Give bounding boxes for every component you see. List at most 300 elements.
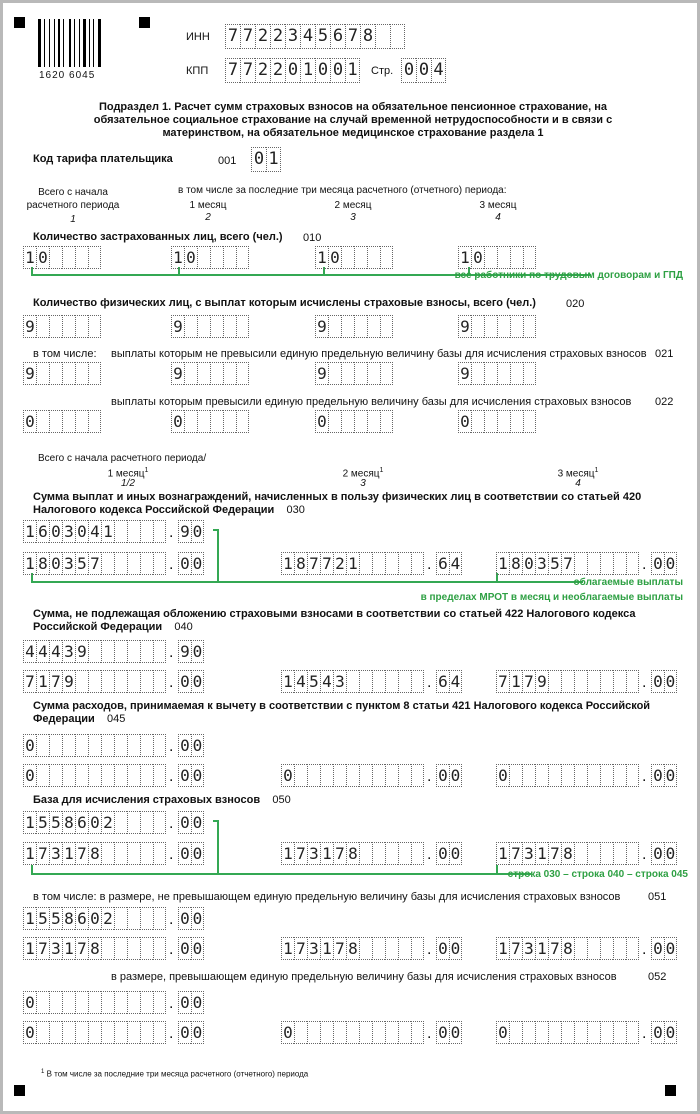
char-cell: 3 <box>307 937 320 960</box>
char-cell <box>75 315 88 338</box>
decimal-point: . <box>642 1025 647 1042</box>
char-cell <box>88 640 101 663</box>
char-cell: 4 <box>49 640 62 663</box>
corner-marker <box>665 1085 676 1096</box>
char-cell: 0 <box>665 844 676 863</box>
char-cell: 0 <box>416 58 431 83</box>
char-cell: 1 <box>300 58 315 83</box>
char-cell <box>153 937 166 960</box>
char-cell <box>36 410 49 433</box>
char-cell: 0 <box>665 1023 676 1042</box>
char-cell <box>385 764 398 787</box>
char-cell <box>411 842 424 865</box>
barcode-number: 1620 6045 <box>39 70 96 81</box>
amount-rub-field <box>496 764 639 787</box>
amount-rub-field <box>23 842 166 865</box>
amount-rub-field <box>281 552 424 575</box>
char-cell: 0 <box>651 670 664 693</box>
col2-m3-num: 4 <box>575 478 581 489</box>
char-cell <box>398 670 411 693</box>
char-cell <box>385 1021 398 1044</box>
char-cell <box>101 764 114 787</box>
char-cell: 7 <box>522 670 535 693</box>
amount-rub-field <box>496 842 639 865</box>
char-cell <box>140 937 153 960</box>
amount-kop-field <box>436 764 462 787</box>
char-cell <box>127 640 140 663</box>
char-cell: 0 <box>192 672 203 691</box>
page-label: Стр. <box>371 65 394 77</box>
char-cell <box>101 991 114 1014</box>
amount-rub-field <box>23 520 166 543</box>
char-cell <box>380 410 393 433</box>
char-cell <box>140 991 153 1014</box>
char-cell <box>88 362 101 385</box>
char-cell: 5 <box>307 670 320 693</box>
char-cell <box>367 362 380 385</box>
char-cell: 0 <box>436 842 449 865</box>
char-cell <box>153 1021 166 1044</box>
char-cell: 0 <box>281 764 294 787</box>
char-cell: 4 <box>300 24 315 49</box>
char-cell: 0 <box>665 939 676 958</box>
char-cell <box>484 315 497 338</box>
tariff-label: Код тарифа плательщика <box>33 153 173 165</box>
decimal-point: . <box>169 556 174 573</box>
char-cell <box>153 764 166 787</box>
tariff-field <box>251 147 281 172</box>
char-cell <box>509 1021 522 1044</box>
char-cell: 1 <box>281 937 294 960</box>
char-cell: 0 <box>171 410 184 433</box>
char-cell <box>62 246 75 269</box>
char-cell: 2 <box>333 552 346 575</box>
char-cell: 7 <box>23 670 36 693</box>
char-cell <box>328 315 341 338</box>
char-cell: 1 <box>345 58 360 83</box>
char-cell: 8 <box>88 937 101 960</box>
char-cell: 4 <box>431 58 446 83</box>
row-010-label: Количество застрахованных лиц, всего (чел.) <box>33 231 283 243</box>
tariff-code: 001 <box>218 155 237 167</box>
amount-kop-field <box>651 937 677 960</box>
char-cell <box>510 246 523 269</box>
char-cell <box>574 842 587 865</box>
amount-kop-field <box>436 670 462 693</box>
barcode-icon <box>38 19 102 67</box>
char-cell: 0 <box>178 937 191 960</box>
row-030-label: Сумма выплат и иных вознаграждений, начисленных в пользу физических лиц в соответствии со статьей 420 Налогового кодекса Российской Федерации 030 <box>33 491 642 516</box>
char-cell <box>574 1021 587 1044</box>
char-cell: 0 <box>651 764 664 787</box>
char-cell: 9 <box>315 315 328 338</box>
char-cell <box>88 246 101 269</box>
char-cell: 2 <box>270 58 285 83</box>
char-cell <box>484 410 497 433</box>
char-cell: 1 <box>62 937 75 960</box>
row-045-label: Сумма расходов, принимаемая к вычету в соответствии с пунктом 8 статьи 421 Налогового кодекса Российской Федерации 045 <box>33 700 651 725</box>
char-cell: 3 <box>62 640 75 663</box>
amount-kop-field <box>436 1021 462 1044</box>
amount-kop-field <box>178 907 204 930</box>
char-cell: 7 <box>509 937 522 960</box>
char-cell: 0 <box>178 1021 191 1044</box>
char-cell: 8 <box>561 937 574 960</box>
char-cell <box>75 410 88 433</box>
char-cell <box>140 764 153 787</box>
char-cell <box>140 842 153 865</box>
char-cell <box>385 842 398 865</box>
char-cell <box>548 764 561 787</box>
char-cell: 4 <box>450 554 461 573</box>
inn-field <box>225 24 405 49</box>
char-cell: 0 <box>192 554 203 573</box>
char-cell <box>307 1021 320 1044</box>
char-cell: 5 <box>36 907 49 930</box>
char-cell <box>88 670 101 693</box>
char-cell <box>600 1021 613 1044</box>
char-cell <box>153 640 166 663</box>
decimal-point: . <box>427 556 432 573</box>
char-cell: 2 <box>101 907 114 930</box>
col2-m2-header: 2 месяц$^1$ <box>342 467 384 480</box>
decimal-point: . <box>169 995 174 1012</box>
char-cell <box>587 764 600 787</box>
char-cell <box>49 991 62 1014</box>
char-cell <box>127 1021 140 1044</box>
char-cell <box>367 246 380 269</box>
char-cell <box>184 410 197 433</box>
char-cell <box>197 410 210 433</box>
char-cell <box>341 410 354 433</box>
char-cell <box>36 362 49 385</box>
char-cell <box>341 315 354 338</box>
decimal-point: . <box>169 674 174 691</box>
amount-kop-field <box>178 1021 204 1044</box>
char-cell: 4 <box>88 520 101 543</box>
decimal-point: . <box>427 768 432 785</box>
char-cell: 5 <box>548 552 561 575</box>
char-cell: 0 <box>471 246 484 269</box>
char-cell: 0 <box>23 410 36 433</box>
amount-kop-field <box>178 937 204 960</box>
kpp-label: КПП <box>186 65 209 77</box>
char-cell <box>341 246 354 269</box>
row-020-code: 020 <box>566 298 585 310</box>
char-cell <box>127 552 140 575</box>
char-cell: 0 <box>285 58 300 83</box>
char-cell <box>561 670 574 693</box>
char-cell: 7 <box>509 842 522 865</box>
char-cell <box>223 362 236 385</box>
decimal-point: . <box>169 768 174 785</box>
char-cell <box>153 991 166 1014</box>
char-cell: 7 <box>548 842 561 865</box>
char-cell <box>197 315 210 338</box>
char-cell <box>36 991 49 1014</box>
char-cell <box>210 315 223 338</box>
char-cell: 0 <box>88 811 101 834</box>
char-cell <box>359 552 372 575</box>
count-field <box>315 410 393 433</box>
char-cell <box>114 937 127 960</box>
char-cell: 0 <box>496 764 509 787</box>
char-cell: 9 <box>535 670 548 693</box>
char-cell <box>62 362 75 385</box>
amount-rub-field <box>23 734 166 757</box>
decimal-point: . <box>642 674 647 691</box>
char-cell: 3 <box>49 937 62 960</box>
char-cell: 0 <box>450 939 461 958</box>
col-m1-header: 1 месяц <box>189 200 227 211</box>
char-cell <box>333 764 346 787</box>
char-cell: 1 <box>315 246 328 269</box>
char-cell <box>359 670 372 693</box>
corner-marker <box>14 1085 25 1096</box>
char-cell: 4 <box>294 670 307 693</box>
char-cell: 0 <box>23 764 36 787</box>
char-cell: 8 <box>360 24 375 49</box>
amount-kop-field <box>178 552 204 575</box>
amount-kop-field <box>178 811 204 834</box>
decimal-point: . <box>169 738 174 755</box>
row-021-prefix: в том числе: <box>33 348 97 360</box>
char-cell <box>522 764 535 787</box>
char-cell <box>411 937 424 960</box>
char-cell: 9 <box>315 362 328 385</box>
col-m1-num: 2 <box>205 212 211 223</box>
char-cell: 1 <box>23 552 36 575</box>
char-cell: 9 <box>458 362 471 385</box>
char-cell: 6 <box>36 520 49 543</box>
char-cell <box>62 410 75 433</box>
char-cell: 7 <box>333 842 346 865</box>
char-cell <box>197 246 210 269</box>
char-cell: 0 <box>88 907 101 930</box>
char-cell: 3 <box>522 842 535 865</box>
char-cell: 0 <box>330 58 345 83</box>
char-cell <box>510 362 523 385</box>
char-cell <box>411 552 424 575</box>
char-cell <box>600 552 613 575</box>
char-cell <box>385 552 398 575</box>
char-cell <box>380 362 393 385</box>
char-cell <box>75 764 88 787</box>
char-cell <box>328 410 341 433</box>
char-cell <box>49 246 62 269</box>
char-cell <box>153 811 166 834</box>
char-cell <box>101 552 114 575</box>
amount-kop-field <box>651 764 677 787</box>
amount-rub-field <box>496 670 639 693</box>
char-cell <box>613 937 626 960</box>
char-cell <box>62 1021 75 1044</box>
char-cell <box>114 520 127 543</box>
char-cell: 1 <box>281 552 294 575</box>
char-cell: 7 <box>225 58 240 83</box>
char-cell: 0 <box>192 522 203 541</box>
char-cell <box>359 937 372 960</box>
col2-m3-header: 3 месяц$^1$ <box>557 467 599 480</box>
char-cell: 0 <box>665 766 676 785</box>
char-cell <box>523 315 536 338</box>
col2-total-header: Всего с начала расчетного периода/ <box>38 453 207 464</box>
char-cell <box>153 734 166 757</box>
char-cell: 0 <box>192 844 203 863</box>
char-cell <box>523 246 536 269</box>
char-cell: 0 <box>665 672 676 691</box>
char-cell: 9 <box>171 315 184 338</box>
char-cell <box>88 1021 101 1044</box>
char-cell <box>114 670 127 693</box>
page-title: Подраздел 1. Расчет сумм страховых взносов на обязательное пенсионное страхование, на обязательное социальное страхование на случай временной нетрудоспособности и в связи с материнством, на обязательное медицинское страхование раздела 1 <box>93 101 613 139</box>
char-cell <box>127 520 140 543</box>
char-cell: 0 <box>436 764 449 787</box>
char-cell: 6 <box>75 907 88 930</box>
char-cell <box>127 937 140 960</box>
char-cell <box>140 1021 153 1044</box>
char-cell: 7 <box>36 842 49 865</box>
char-cell: 0 <box>192 736 203 755</box>
char-cell <box>223 315 236 338</box>
char-cell: 7 <box>36 937 49 960</box>
char-cell: 0 <box>458 410 471 433</box>
char-cell <box>294 1021 307 1044</box>
char-cell: 1 <box>23 520 36 543</box>
char-cell: 2 <box>255 24 270 49</box>
char-cell <box>153 552 166 575</box>
char-cell <box>101 842 114 865</box>
char-cell <box>354 315 367 338</box>
col-m3-num: 4 <box>495 212 501 223</box>
char-cell <box>101 640 114 663</box>
char-cell: 7 <box>75 842 88 865</box>
char-cell <box>626 764 639 787</box>
char-cell <box>548 1021 561 1044</box>
char-cell: 0 <box>651 1021 664 1044</box>
char-cell: 2 <box>270 24 285 49</box>
char-cell: 1 <box>36 670 49 693</box>
char-cell: 7 <box>294 937 307 960</box>
char-cell: 8 <box>36 552 49 575</box>
char-cell <box>346 764 359 787</box>
char-cell <box>236 410 249 433</box>
char-cell: 8 <box>346 842 359 865</box>
char-cell: 7 <box>320 552 333 575</box>
char-cell <box>307 764 320 787</box>
char-cell: 5 <box>75 552 88 575</box>
char-cell <box>535 1021 548 1044</box>
char-cell <box>372 842 385 865</box>
char-cell <box>497 362 510 385</box>
char-cell <box>587 842 600 865</box>
char-cell: 0 <box>328 246 341 269</box>
amount-rub-field <box>496 552 639 575</box>
char-cell: 7 <box>225 24 240 49</box>
char-cell: 4 <box>36 640 49 663</box>
char-cell <box>411 764 424 787</box>
amount-kop-field <box>178 842 204 865</box>
char-cell <box>509 764 522 787</box>
char-cell: 8 <box>62 811 75 834</box>
decimal-point: . <box>642 768 647 785</box>
char-cell <box>62 764 75 787</box>
char-cell: 7 <box>240 58 255 83</box>
count-field <box>23 315 101 338</box>
char-cell: 0 <box>23 991 36 1014</box>
char-cell <box>127 764 140 787</box>
char-cell <box>354 410 367 433</box>
col2-m1-header: 1 месяц$^1$ <box>107 467 149 480</box>
char-cell: 8 <box>88 842 101 865</box>
char-cell: 0 <box>178 991 191 1014</box>
char-cell: 4 <box>320 670 333 693</box>
row-021-label: выплаты которым не превысили единую предельную величину базы для исчисления страховых взносов <box>111 348 647 360</box>
char-cell: 6 <box>436 552 449 575</box>
char-cell <box>184 315 197 338</box>
amount-rub-field <box>23 937 166 960</box>
corner-marker <box>14 17 25 28</box>
char-cell <box>236 362 249 385</box>
char-cell <box>613 670 626 693</box>
char-cell: 0 <box>315 410 328 433</box>
char-cell <box>75 734 88 757</box>
char-cell: 7 <box>561 552 574 575</box>
amount-kop-field <box>178 640 204 663</box>
char-cell <box>561 764 574 787</box>
char-cell: 9 <box>23 315 36 338</box>
char-cell: 2 <box>101 811 114 834</box>
char-cell: 7 <box>548 937 561 960</box>
char-cell <box>114 552 127 575</box>
col-m3-header: 3 месяц <box>479 200 517 211</box>
count-field <box>458 410 536 433</box>
decimal-point: . <box>169 911 174 928</box>
row-022-label: выплаты которым превысили единую предельную величину базы для исчисления страховых взносов <box>111 396 632 408</box>
char-cell <box>36 734 49 757</box>
char-cell <box>88 734 101 757</box>
amount-rub-field <box>23 907 166 930</box>
char-cell <box>101 734 114 757</box>
amount-kop-field <box>436 842 462 865</box>
char-cell <box>587 670 600 693</box>
char-cell: 9 <box>62 670 75 693</box>
char-cell <box>114 764 127 787</box>
char-cell <box>114 1021 127 1044</box>
char-cell: 0 <box>49 520 62 543</box>
row-040-label: Сумма, не подлежащая обложению страховыми взносами в соответствии со статьей 422 Налогового кодекса Российской Федерации 040 <box>33 608 636 633</box>
char-cell <box>333 1021 346 1044</box>
char-cell: 1 <box>346 552 359 575</box>
row-022-code: 022 <box>655 396 674 408</box>
amount-rub-field <box>281 842 424 865</box>
decimal-point: . <box>169 846 174 863</box>
count-field <box>23 246 101 269</box>
char-cell <box>49 315 62 338</box>
char-cell <box>62 991 75 1014</box>
char-cell: 0 <box>178 670 191 693</box>
char-cell: 0 <box>281 1021 294 1044</box>
char-cell <box>587 1021 600 1044</box>
char-cell: 3 <box>285 24 300 49</box>
char-cell: 0 <box>75 520 88 543</box>
char-cell <box>523 362 536 385</box>
count-field <box>171 362 249 385</box>
char-cell <box>367 410 380 433</box>
char-cell <box>380 315 393 338</box>
char-cell: 1 <box>281 670 294 693</box>
count-field <box>315 246 393 269</box>
